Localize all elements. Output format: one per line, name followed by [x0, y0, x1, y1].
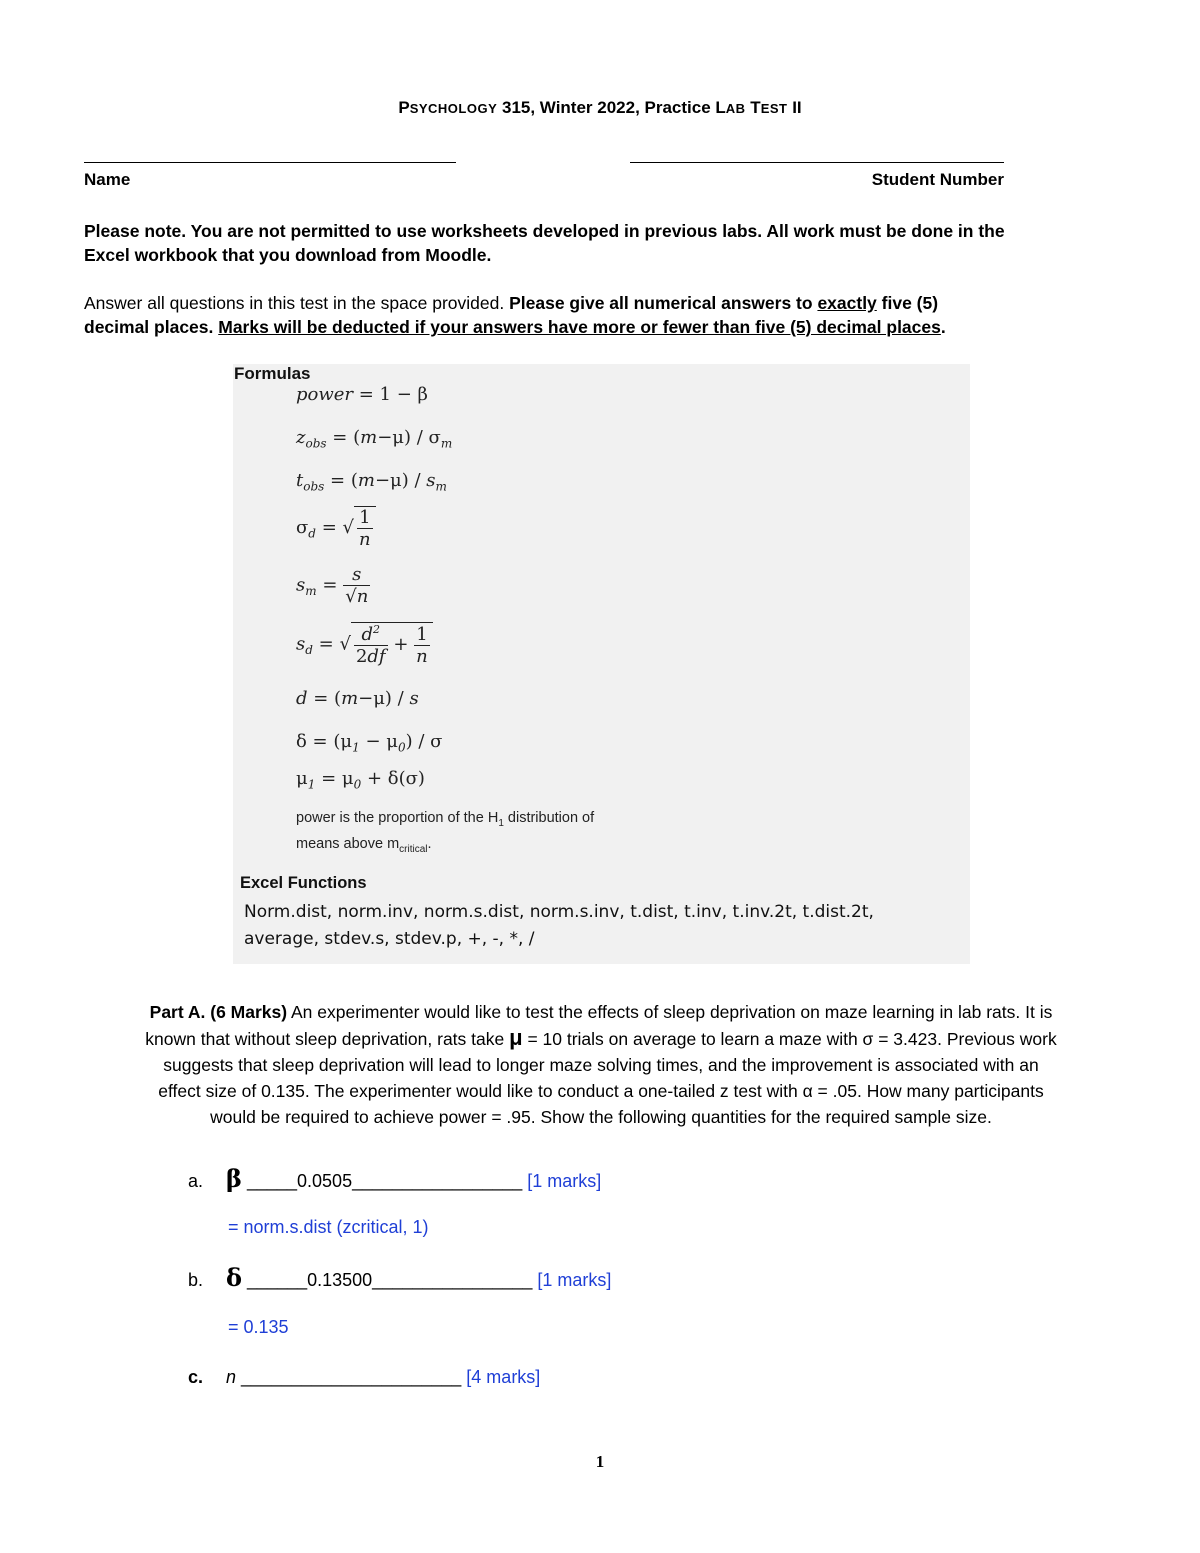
formula-delta: $\delta = (\mu_1 - \mu_0) / \sigma$ — [296, 731, 443, 755]
instructions-exactly: exactly — [817, 293, 877, 313]
instructions-decimal: decimal places. — [84, 317, 219, 337]
formula-s-d: $s_d$ = √ $\frac{d^2}{2df}$ + $\frac{1}{n}$ — [296, 622, 433, 667]
question-a — [188, 1164, 601, 1193]
formula-t-obs: $t_{obs} = (m-\mu) / s_m$ — [296, 470, 447, 494]
question-b — [188, 1263, 611, 1292]
formula-sigma-d: $\sigma_d$ = √ $\frac{1}{n}$ — [296, 506, 376, 550]
question-a-work: = norm.s.dist (zcritical, 1) — [228, 1217, 429, 1237]
question-c-answer[interactable]: ______________________ — [236, 1367, 467, 1387]
instructions-five: five (5) — [876, 293, 939, 313]
page-number: 1 — [595, 1452, 605, 1471]
instructions-warning: Marks will be deducted if your answers have more or fewer than five (5) decimal places — [218, 317, 941, 337]
question-a-letter: a. — [188, 1171, 204, 1191]
question-b-marks: [1 marks] — [537, 1270, 612, 1290]
question-b-answer[interactable]: ______0.13500________________ — [242, 1270, 538, 1290]
question-a-answer[interactable]: _____0.0505_________________ — [241, 1171, 528, 1191]
question-c — [188, 1367, 540, 1388]
delta-symbol: δ — [226, 1263, 243, 1292]
formula-mu1: $\mu_1 = \mu_0 + \delta(\sigma)$ — [296, 768, 425, 792]
formula-s-m: $s_m$ = $\frac{s}{√n}$ — [296, 564, 369, 607]
formula-power: power = 1 − β — [296, 384, 428, 405]
beta-symbol: β — [226, 1164, 242, 1193]
name-label: Name — [84, 170, 131, 189]
note-line-1: Please note. You are not permitted to use worksheets developed in previous labs. All work must be done in the — [84, 221, 1005, 241]
question-c-letter: c. — [188, 1367, 204, 1387]
student-number-label: Student Number — [871, 170, 1004, 189]
part-a-heading: Part A. (6 Marks) — [149, 1002, 288, 1022]
power-note-line-2: means above $m_{critical}$. — [296, 836, 432, 855]
name-line[interactable] — [84, 162, 456, 163]
n-symbol: n — [226, 1367, 237, 1387]
instructions-bold: Please give all numerical answers to — [509, 293, 818, 313]
part-a-paragraph: Part A. (6 Marks) An experimenter would like to test the effects of sleep deprivation on maze learning in lab rats. It is known that without sleep deprivation, rats take μ = 10 trials on average to learn a maze with σ = 3.423. Previous work suggests that sleep deprivation will lead to longer maze solving times, and the improvement is associated with an effect size of 0.135. The experimenter would like to conduct a one-tailed z test with α = .05. How many participants would be required to achieve power = .95. Show the following quantities for the required sample size. — [145, 1002, 1057, 1127]
excel-functions-line-1: Norm.dist, norm.inv, norm.s.dist, norm.s.inv, t.dist, t.inv, t.inv.2t, t.dist.2t, — [244, 902, 874, 922]
question-a-marks: [1 marks] — [527, 1171, 602, 1191]
question-b-work: = 0.135 — [228, 1317, 289, 1337]
student-number-line[interactable] — [630, 162, 1004, 163]
mu-symbol: μ — [509, 1025, 523, 1050]
question-b-letter: b. — [188, 1270, 204, 1290]
formulas-heading: Formulas — [234, 364, 311, 383]
formula-d: d = (m−μ) / s — [296, 688, 419, 709]
page-title: PSYCHOLOGY 315, Winter 2022, Practice LAB TEST II — [398, 98, 802, 117]
excel-functions-heading: Excel Functions — [240, 874, 367, 892]
power-note-line-1: power is the proportion of the $H_1$ distribution of — [296, 810, 595, 829]
excel-functions-line-2: average, stdev.s, stdev.p, +, -, *, / — [244, 929, 535, 949]
formula-z-obs: $z_{obs} = (m-\mu) / \sigma_m$ — [296, 427, 453, 451]
note-line-2: Excel workbook that you download from Moodle. — [84, 245, 492, 265]
instructions-paragraph: Answer all questions in this test in the space provided. Please give all numerical answers to exactly five (5) decimal places. Marks will be deducted if your answers have more or fewer than five (5) decimal places. — [84, 293, 946, 337]
note-paragraph — [84, 219, 1124, 267]
question-c-marks: [4 marks] — [466, 1367, 541, 1387]
instructions-plain: Answer all questions in this test in the space provided. — [84, 293, 510, 313]
formula-sheet — [233, 364, 970, 964]
